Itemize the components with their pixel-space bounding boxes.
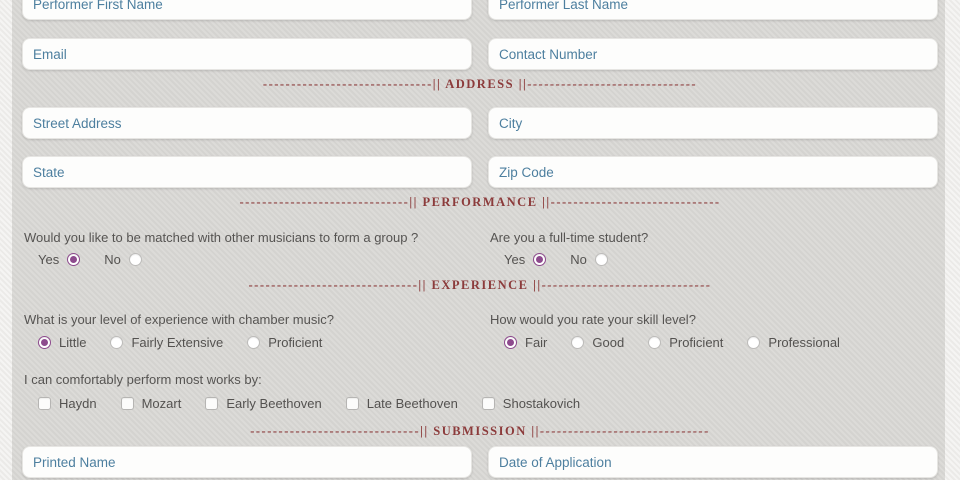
street-city-row xyxy=(22,107,938,139)
experience-questions-row xyxy=(22,312,938,327)
composers-options xyxy=(22,396,604,411)
form-panel xyxy=(12,0,945,480)
checkbox-unchecked-icon xyxy=(346,397,359,410)
radio-unselected-icon xyxy=(571,336,584,349)
radio-selected-icon xyxy=(533,253,546,266)
checkbox-unchecked-icon xyxy=(205,397,218,410)
experience-level-options xyxy=(22,335,472,350)
question-skill-level: How would you rate your skill level? xyxy=(490,312,696,327)
radio-selected-icon xyxy=(38,336,51,349)
radio-unselected-icon xyxy=(247,336,260,349)
experience-options-row xyxy=(22,335,938,350)
question-experience-level: What is your level of experience with chamber music? xyxy=(24,312,334,327)
radio-unselected-icon xyxy=(595,253,608,266)
composer-option-mozart[interactable]: Mozart xyxy=(121,396,182,411)
student-option-no[interactable]: No xyxy=(570,252,608,267)
contact-number-input[interactable] xyxy=(488,38,938,70)
experience-option-fairly-extensive[interactable]: Fairly Extensive xyxy=(110,335,223,350)
experience-option-proficient[interactable]: Proficient xyxy=(247,335,322,350)
skill-option-professional[interactable]: Professional xyxy=(747,335,840,350)
date-of-application-input[interactable] xyxy=(488,446,938,478)
performer-first-name-input[interactable] xyxy=(22,0,472,20)
skill-option-proficient[interactable]: Proficient xyxy=(648,335,723,350)
composers-options-row xyxy=(22,396,938,411)
checkbox-unchecked-icon xyxy=(121,397,134,410)
checkbox-unchecked-icon xyxy=(38,397,51,410)
composer-option-late-beethoven[interactable]: Late Beethoven xyxy=(346,396,458,411)
radio-selected-icon xyxy=(67,253,80,266)
printed-name-input[interactable] xyxy=(22,446,472,478)
radio-unselected-icon xyxy=(747,336,760,349)
radio-unselected-icon xyxy=(110,336,123,349)
checkbox-unchecked-icon xyxy=(482,397,495,410)
name-fields-row xyxy=(22,0,938,20)
section-divider-experience: ------------------------------|| EXPERIENCE ||------------------------------ xyxy=(248,278,712,292)
zip-code-input[interactable] xyxy=(488,156,938,188)
radio-unselected-icon xyxy=(648,336,661,349)
performance-options-row xyxy=(22,252,938,267)
city-input[interactable] xyxy=(488,107,938,139)
submission-fields-row xyxy=(22,446,938,478)
composer-option-early-beethoven[interactable]: Early Beethoven xyxy=(205,396,321,411)
state-input[interactable] xyxy=(22,156,472,188)
performance-questions-row xyxy=(22,230,938,245)
question-composers: I can comfortably perform most works by: xyxy=(24,372,262,387)
composer-option-haydn[interactable]: Haydn xyxy=(38,396,97,411)
skill-option-fair[interactable]: Fair xyxy=(504,335,547,350)
student-options xyxy=(488,252,938,267)
skill-level-options xyxy=(488,335,938,350)
skill-option-good[interactable]: Good xyxy=(571,335,624,350)
question-student: Are you a full-time student? xyxy=(490,230,649,245)
radio-unselected-icon xyxy=(129,253,142,266)
section-divider-submission: ------------------------------|| SUBMISSION ||------------------------------ xyxy=(250,424,710,438)
section-divider-address: ------------------------------|| ADDRESS ||------------------------------ xyxy=(262,77,698,91)
contact-fields-row xyxy=(22,38,938,70)
composers-question-row xyxy=(22,372,938,387)
group-match-option-no[interactable]: No xyxy=(104,252,142,267)
radio-selected-icon xyxy=(504,336,517,349)
group-match-option-yes[interactable]: Yes xyxy=(38,252,80,267)
question-group-match: Would you like to be matched with other musicians to form a group ? xyxy=(24,230,419,245)
street-address-input[interactable] xyxy=(22,107,472,139)
section-divider-performance: ------------------------------|| PERFORMANCE ||------------------------------ xyxy=(239,195,721,209)
state-zip-row xyxy=(22,156,938,188)
experience-option-little[interactable]: Little xyxy=(38,335,86,350)
group-match-options xyxy=(22,252,472,267)
student-option-yes[interactable]: Yes xyxy=(504,252,546,267)
performer-last-name-input[interactable] xyxy=(488,0,938,20)
email-input[interactable] xyxy=(22,38,472,70)
composer-option-shostakovich[interactable]: Shostakovich xyxy=(482,396,580,411)
